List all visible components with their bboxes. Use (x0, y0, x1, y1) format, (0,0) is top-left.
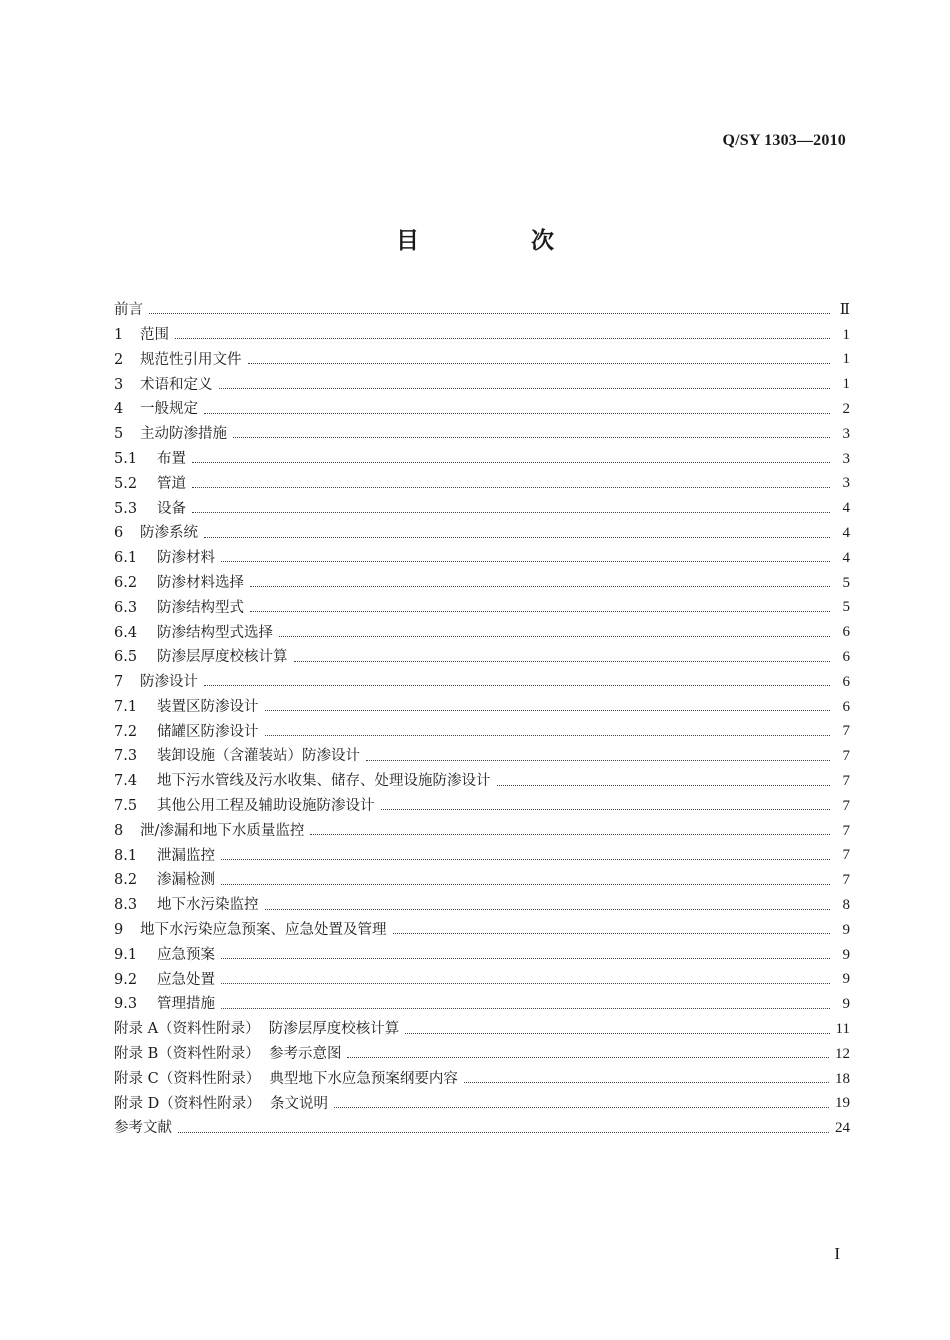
toc-dot-leader (178, 1131, 829, 1133)
toc-entry-number: 5.1 (114, 450, 138, 467)
toc-entry[interactable] (114, 1042, 850, 1067)
toc-entry-page: 7 (842, 872, 850, 889)
toc-entry[interactable] (114, 844, 850, 869)
toc-dot-leader (221, 1007, 830, 1009)
toc-dot-leader (219, 387, 831, 389)
toc-entry[interactable] (114, 1017, 850, 1042)
toc-entry-title: 防渗设计 (140, 674, 198, 691)
toc-entry[interactable] (114, 1092, 850, 1117)
toc-entry-page: 2 (842, 401, 850, 418)
toc-entry[interactable] (114, 496, 850, 521)
toc-entry-title: 防渗材料选择 (157, 574, 244, 591)
toc-dot-leader (221, 560, 830, 562)
toc-entry-page: 11 (835, 1021, 850, 1037)
toc-entry-title: 参考文献 (114, 1120, 172, 1137)
toc-entry-page: 7 (842, 723, 850, 740)
toc-entry-page: 3 (842, 425, 850, 442)
toc-entry-title: 泄/渗漏和地下水质量监控 (140, 822, 305, 839)
toc-dot-leader (204, 536, 830, 538)
toc-entry-page: 7 (842, 822, 850, 839)
toc-dot-leader (149, 312, 830, 314)
toc-entry-number: 9 (114, 922, 124, 939)
toc-dot-leader (265, 709, 831, 711)
toc-entry-page: 12 (835, 1045, 850, 1062)
toc-dot-leader (366, 759, 830, 761)
toc-entry-number: 7.2 (114, 723, 138, 740)
toc-dot-leader (175, 337, 830, 339)
toc-entry-number: 8 (114, 822, 124, 839)
toc-entry[interactable] (114, 596, 850, 621)
toc-dot-leader (248, 362, 831, 364)
toc-dot-leader (192, 486, 830, 488)
toc-entry-number: 6.5 (114, 649, 138, 666)
toc-entry-title: 装置区防渗设计 (157, 698, 259, 715)
toc-dot-leader (347, 1056, 829, 1058)
toc-entry-title: 防渗结构型式选择 (157, 624, 273, 641)
toc-entry-title: 主动防渗措施 (140, 426, 227, 443)
toc-dot-leader (393, 932, 831, 934)
toc-entry-title: 布置 (157, 450, 186, 467)
toc-dot-leader (310, 833, 830, 835)
toc-entry-page: 1 (842, 351, 850, 368)
toc-entry[interactable] (114, 695, 850, 720)
toc-entry[interactable] (114, 1067, 850, 1092)
toc-entry-page: 4 (842, 549, 850, 566)
toc-dot-leader (221, 858, 830, 860)
toc-dot-leader (334, 1106, 829, 1108)
toc-entry-number: 7.5 (114, 798, 138, 815)
toc-entry-title: 地下污水管线及污水收集、储存、处理设施防渗设计 (157, 773, 491, 790)
toc-entry-title: 其他公用工程及辅助设施防渗设计 (157, 798, 375, 815)
toc-entry[interactable] (114, 447, 850, 472)
toc-entry-title: 前言 (114, 302, 143, 319)
toc-entry[interactable] (114, 943, 850, 968)
toc-entry-page: 6 (842, 698, 850, 715)
toc-entry-page: 4 (842, 525, 850, 542)
toc-entry-page: 5 (842, 574, 850, 591)
toc-entry-title: 管道 (157, 475, 186, 492)
toc-entry-title: 一般规定 (140, 401, 198, 418)
toc-entry[interactable] (114, 720, 850, 745)
toc-entry-number: 5 (114, 426, 124, 443)
toc-dot-leader (192, 461, 830, 463)
toc-entry[interactable] (114, 769, 850, 794)
toc-dot-leader (204, 684, 830, 686)
toc-entry[interactable] (114, 893, 850, 918)
toc-entry-number: 6.4 (114, 624, 138, 641)
toc-entry-page: 9 (842, 971, 850, 988)
toc-entry[interactable] (114, 819, 850, 844)
toc-entry-number: 1 (114, 326, 124, 343)
toc-entry[interactable] (114, 521, 850, 546)
toc-dot-leader (250, 610, 830, 612)
toc-entry-title: 应急处置 (157, 971, 215, 988)
toc-entry[interactable] (114, 794, 850, 819)
toc-entry[interactable] (114, 868, 850, 893)
table-of-contents (114, 298, 850, 1141)
toc-entry-page: 4 (842, 500, 850, 517)
toc-entry-title: 术语和定义 (140, 376, 213, 393)
toc-entry[interactable] (114, 372, 850, 397)
toc-entry-page: 6 (842, 624, 850, 641)
toc-entry-title: 泄漏监控 (157, 847, 215, 864)
toc-entry-page: 5 (842, 599, 850, 616)
toc-entry-number: 9.2 (114, 971, 138, 988)
toc-entry[interactable] (114, 918, 850, 943)
toc-dot-leader (464, 1081, 829, 1083)
toc-dot-leader (294, 660, 831, 662)
toc-entry[interactable] (114, 645, 850, 670)
toc-entry-page: 8 (842, 897, 850, 914)
toc-entry[interactable] (114, 968, 850, 993)
toc-dot-leader (250, 585, 830, 587)
toc-entry-number: 5.3 (114, 500, 138, 517)
toc-dot-leader (221, 957, 830, 959)
toc-entry-page: 19 (835, 1095, 850, 1112)
toc-entry-number: 9.1 (114, 946, 138, 963)
toc-dot-leader (204, 412, 830, 414)
toc-dot-leader (265, 908, 831, 910)
toc-entry-page: 9 (842, 996, 850, 1013)
toc-entry[interactable] (114, 620, 850, 645)
toc-entry-title: 防渗层厚度校核计算 (157, 649, 288, 666)
toc-entry-page: 3 (842, 475, 850, 492)
toc-entry[interactable] (114, 422, 850, 447)
toc-entry-page: 9 (842, 946, 850, 963)
toc-entry-title: 附录 C（资料性附录） 典型地下水应急预案纲要内容 (114, 1070, 458, 1087)
toc-entry-title: 防渗系统 (140, 525, 198, 542)
toc-entry-number: 8.3 (114, 897, 138, 914)
toc-entry-number: 7.3 (114, 748, 138, 765)
toc-entry-number: 6.3 (114, 599, 138, 616)
toc-entry-number: 2 (114, 351, 124, 368)
toc-entry-title: 应急预案 (157, 946, 215, 963)
toc-entry-number: 8.2 (114, 872, 138, 889)
toc-entry[interactable] (114, 571, 850, 596)
toc-entry[interactable] (114, 348, 850, 373)
toc-dot-leader (221, 982, 830, 984)
toc-entry-page: 24 (835, 1120, 850, 1137)
toc-entry[interactable] (114, 744, 850, 769)
toc-entry-page: 1 (842, 326, 850, 343)
toc-entry-title: 范围 (140, 326, 169, 343)
toc-entry-title: 渗漏检测 (157, 872, 215, 889)
toc-entry-number: 4 (114, 401, 124, 418)
toc-dot-leader (381, 808, 831, 810)
toc-dot-leader (192, 511, 830, 513)
toc-entry-title: 规范性引用文件 (140, 351, 242, 368)
toc-entry-title: 地下水污染监控 (157, 897, 259, 914)
toc-entry[interactable] (114, 298, 850, 323)
toc-entry-title: 附录 D（资料性附录） 条文说明 (114, 1095, 328, 1112)
toc-entry-title: 防渗结构型式 (157, 599, 244, 616)
toc-entry-title: 防渗材料 (157, 550, 215, 567)
toc-entry-page: 7 (842, 748, 850, 765)
toc-entry-page: 3 (842, 450, 850, 467)
toc-entry-page: 7 (842, 773, 850, 790)
toc-entry-number: 7 (114, 674, 124, 691)
toc-entry-number: 7.1 (114, 698, 138, 715)
toc-entry[interactable] (114, 1116, 850, 1141)
toc-entry-number: 5.2 (114, 475, 138, 492)
toc-entry-number: 8.1 (114, 847, 138, 864)
page-title: 目 次 (395, 228, 606, 254)
toc-entry-title: 设备 (157, 500, 186, 517)
toc-entry-number: 7.4 (114, 773, 138, 790)
document-number: Q/SY 1303—2010 (722, 132, 846, 149)
toc-entry[interactable] (114, 992, 850, 1017)
toc-entry-page: 6 (842, 673, 850, 690)
toc-dot-leader (497, 784, 831, 786)
toc-entry-title: 管理措施 (157, 996, 215, 1013)
toc-entry-page: 7 (842, 797, 850, 814)
toc-entry-title: 装卸设施（含灌装站）防渗设计 (157, 748, 360, 765)
toc-entry-page: 7 (842, 847, 850, 864)
toc-entry-number: 9.3 (114, 996, 138, 1013)
toc-entry-number: 6.2 (114, 574, 138, 591)
toc-entry-title: 附录 A（资料性附录） 防渗层厚度校核计算 (114, 1021, 400, 1038)
toc-entry-page: 18 (835, 1070, 850, 1087)
toc-dot-leader (405, 1032, 829, 1034)
toc-entry-number: 6.1 (114, 550, 138, 567)
toc-dot-leader (279, 635, 830, 637)
toc-entry[interactable] (114, 472, 850, 497)
toc-entry-number: 3 (114, 376, 124, 393)
toc-entry-page: 6 (842, 649, 850, 666)
toc-dot-leader (221, 883, 830, 885)
toc-entry[interactable] (114, 546, 850, 571)
toc-dot-leader (233, 436, 830, 438)
toc-entry[interactable] (114, 323, 850, 348)
toc-entry-page: 1 (842, 376, 850, 393)
toc-entry[interactable] (114, 670, 850, 695)
toc-dot-leader (265, 734, 831, 736)
toc-entry-page: 9 (842, 921, 850, 938)
page-number: I (834, 1244, 840, 1263)
toc-entry-title: 地下水污染应急预案、应急处置及管理 (140, 922, 387, 939)
toc-entry-number: 6 (114, 525, 124, 542)
toc-entry-title: 储罐区防渗设计 (157, 723, 259, 740)
toc-entry-page: Ⅱ (839, 301, 850, 318)
toc-entry-title: 附录 B（资料性附录） 参考示意图 (114, 1046, 342, 1063)
toc-entry[interactable] (114, 397, 850, 422)
